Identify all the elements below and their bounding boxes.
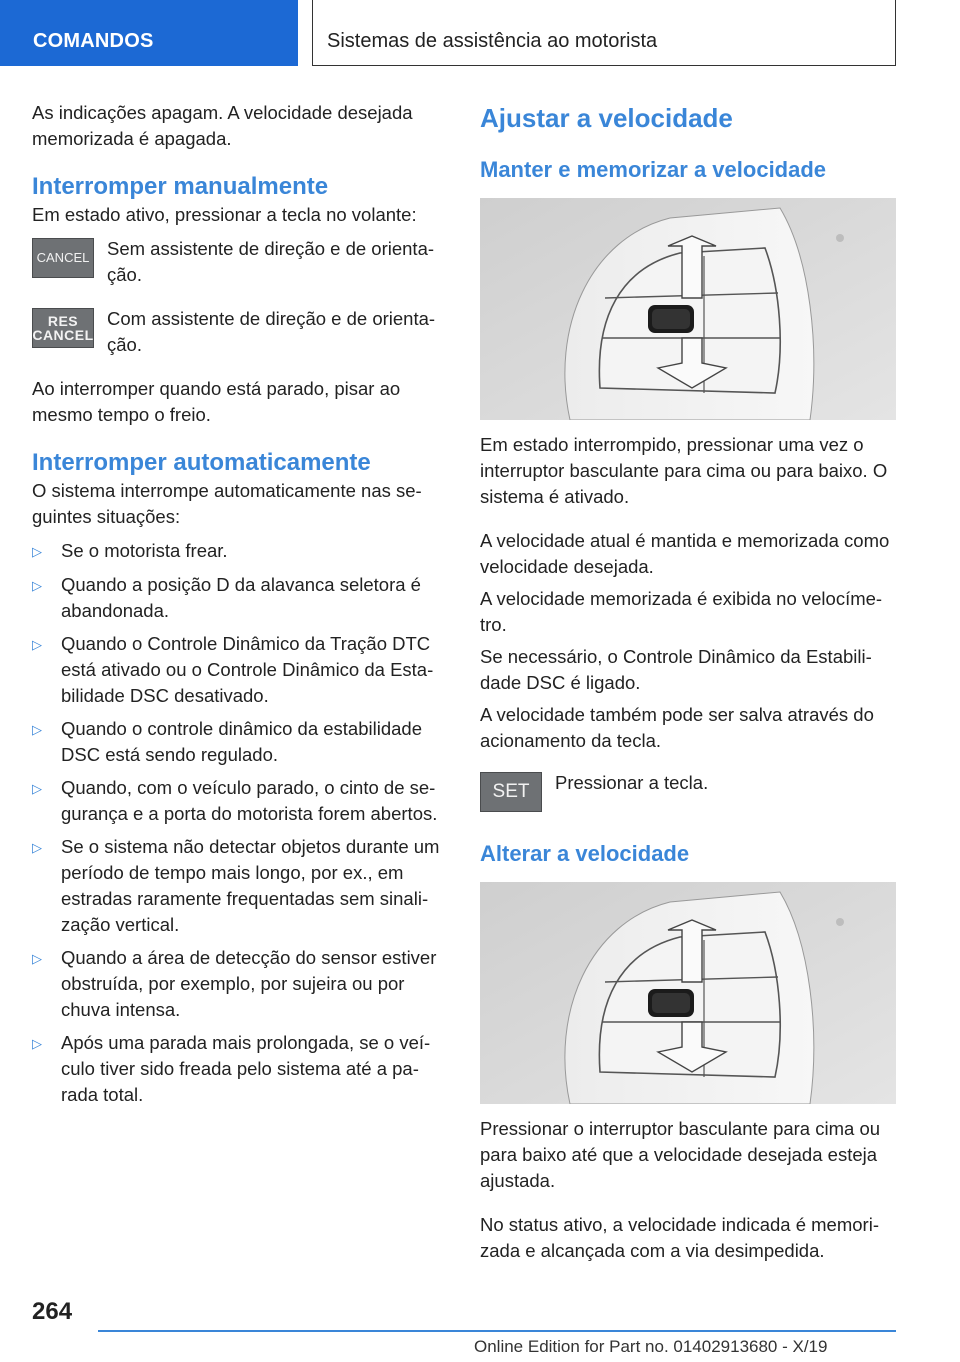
auto-heading: Interromper automaticamente	[32, 449, 371, 476]
triangle-bullet-icon: ▷	[32, 951, 42, 966]
section-tab: COMANDOS	[0, 0, 298, 66]
list-item: ▷ Se o sistema não detectar objetos durante um período de tempo mais longo, por ex., em estradas raramente frequentadas sem sinali‐zação vertical.	[32, 834, 450, 938]
triangle-bullet-icon: ▷	[32, 840, 42, 855]
list-item: ▷ Quando a área de detecção do sensor estiver obstruída, por exemplo, por sujeira ou por chuva intensa.	[32, 945, 450, 1023]
steering-switch-photo-2	[480, 882, 896, 1104]
auto-text: O sistema interrompe automaticamente nas se‐guintes situações:	[32, 480, 422, 527]
steering-wheel-switch-illustration-2	[480, 882, 896, 1104]
page-number: 264	[32, 1298, 73, 1325]
set-key-icon: SET	[480, 772, 542, 812]
page-header	[0, 0, 960, 66]
adjust-speed-heading: Ajustar a velocidade	[480, 103, 733, 133]
p3: A velocidade memorizada é exibida no velocíme‐tro.	[480, 588, 883, 635]
manual-text: Em estado ativo, pressionar a tecla no volante:	[32, 204, 417, 225]
triangle-bullet-icon: ▷	[32, 637, 42, 652]
triangle-bullet-icon: ▷	[32, 722, 42, 737]
p1: Em estado interrompido, pressionar uma vez o interruptor basculante para cima ou para baixo. O sistema é ativado.	[480, 434, 888, 507]
edition-text: Online Edition for Part no. 01402913680 - X/19	[474, 1337, 828, 1356]
steering-switch-photo	[480, 198, 896, 420]
rescancel-desc: Com assistente de direção e de orienta‐ção.	[107, 308, 436, 355]
list-item: ▷ Quando o Controle Dinâmico da Tração DTC está ativado ou o Controle Dinâmico da Esta‐bilidade DSC desativado.	[32, 631, 450, 709]
rescancel-row	[32, 306, 450, 358]
cancel-desc: Sem assistente de direção e de orienta‐ção.	[107, 238, 435, 285]
manual-heading: Interromper manualmente	[32, 173, 329, 200]
triangle-bullet-icon: ▷	[32, 1036, 42, 1051]
p5: A velocidade também pode ser salva através do acionamento da tecla.	[480, 704, 874, 751]
triangle-bullet-icon: ▷	[32, 544, 42, 559]
triangle-bullet-icon: ▷	[32, 781, 42, 796]
p4: Se necessário, o Controle Dinâmico da Estabili‐dade DSC é ligado.	[480, 646, 872, 693]
chapter-title: Sistemas de assistência ao motorista	[312, 0, 896, 66]
p2: A velocidade atual é mantida e memorizada como velocidade desejada.	[480, 530, 890, 577]
list-item: ▷ Quando, com o veículo parado, o cinto de se‐gurança e a porta do motorista forem abertos.	[32, 775, 450, 827]
cancel-key-icon: CANCEL	[32, 238, 94, 278]
auto-list	[32, 538, 450, 1108]
p6: Pressionar o interruptor basculante para cima ou para baixo até que a velocidade desejada esteja ajustada.	[480, 1118, 881, 1191]
p7: No status ativo, a velocidade indicada é memori‐zada e alcançada com a via desimpedida.	[480, 1214, 879, 1261]
list-item: ▷ Quando a posição D da alavanca seletora é abandonada.	[32, 572, 450, 624]
footer-divider	[98, 1330, 896, 1332]
change-speed-heading: Alterar a velocidade	[480, 841, 690, 866]
stopped-text: Ao interromper quando está parado, pisar ao mesmo tempo o freio.	[32, 378, 401, 425]
cancel-row	[32, 236, 450, 288]
right-column	[480, 100, 896, 1264]
steering-wheel-switch-illustration	[480, 198, 896, 420]
left-column	[32, 100, 450, 1115]
res-cancel-key-icon: RES CANCEL	[32, 308, 94, 348]
list-item: ▷ Quando o controle dinâmico da estabilidade DSC está sendo regulado.	[32, 716, 450, 768]
set-desc: Pressionar a tecla.	[555, 772, 709, 793]
intro-paragraph: As indicações apagam. A velocidade desejada memorizada é apagada.	[32, 102, 413, 149]
list-item: ▷ Após uma parada mais prolongada, se o veí‐culo tiver sido freada pelo sistema até a pa‐rada total.	[32, 1030, 450, 1108]
maintain-heading: Manter e memorizar a velocidade	[480, 157, 827, 182]
set-row	[480, 770, 896, 812]
triangle-bullet-icon: ▷	[32, 578, 42, 593]
list-item: ▷ Se o motorista frear.	[32, 538, 450, 565]
